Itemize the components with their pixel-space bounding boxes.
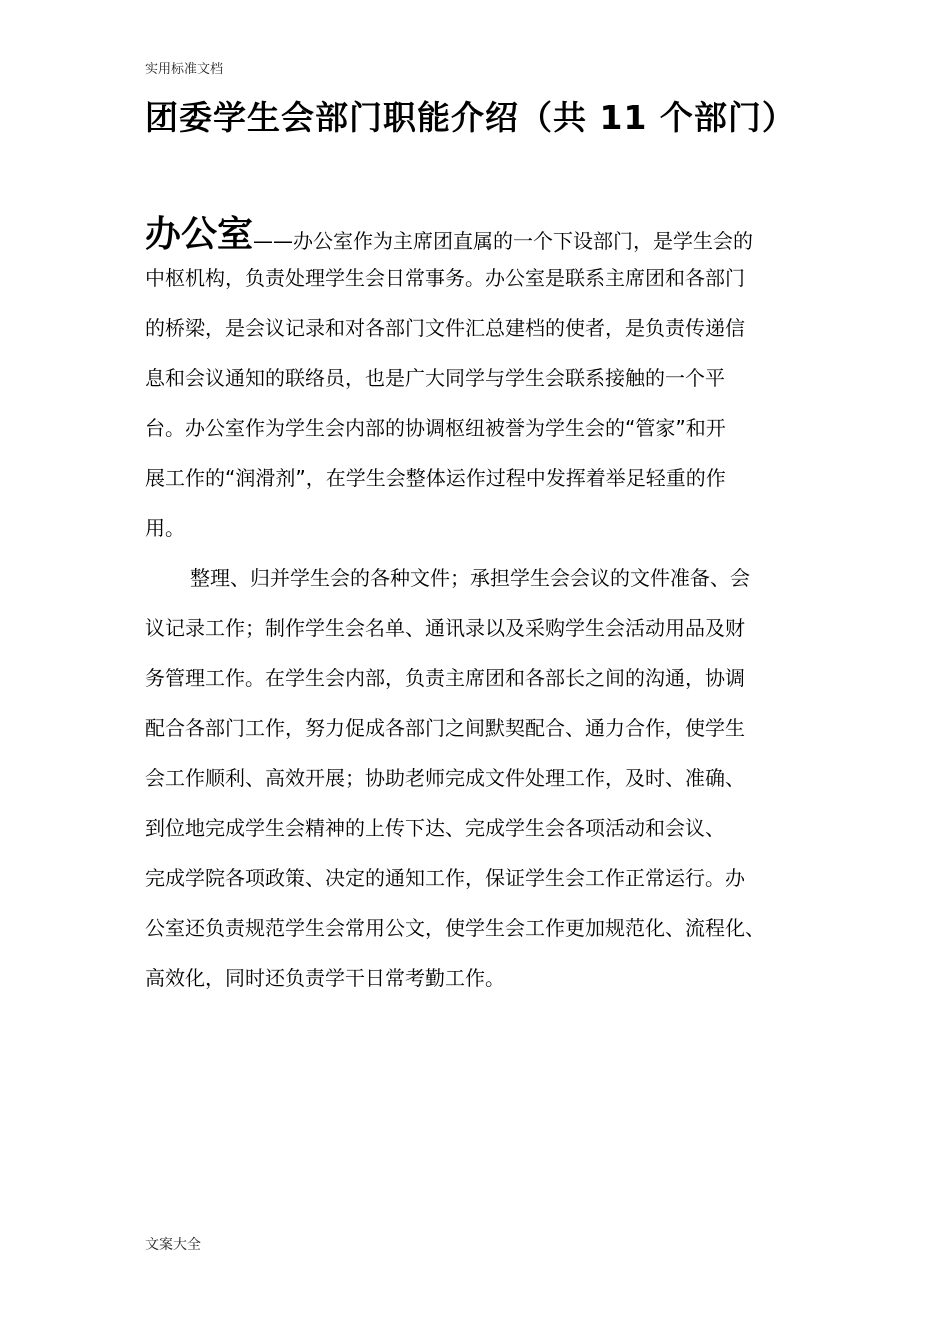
text-line: 务管理工作。在学生会内部，负责主席团和各部长之间的沟通，协调 [145, 666, 745, 690]
document-title: 团委学生会部门职能介绍（共 11 个部门） [145, 98, 796, 137]
section-first-line [145, 195, 825, 253]
office-section [145, 195, 825, 1003]
page-footer: 文案大全 [145, 1237, 201, 1253]
text-line: 公室还负责规范学生会常用公文，使学生会工作更加规范化、流程化、 [145, 916, 765, 940]
text-line: 议记录工作；制作学生会名单、通讯录以及采购学生会活动用品及财 [145, 616, 745, 640]
paragraph-2 [145, 553, 825, 1003]
section-intro-text: ——办公室作为主席团直属的一个下设部门，是学生会的 [253, 229, 754, 253]
text-line: 中枢机构，负责处理学生会日常事务。办公室是联系主席团和各部门 [145, 266, 745, 290]
text-line: 用。 [145, 516, 185, 540]
paragraph-1 [145, 253, 825, 553]
page-header: 实用标准文档 [145, 62, 224, 77]
text-line: 台。办公室作为学生会内部的协调枢纽被誉为学生会的“管家”和开 [145, 416, 726, 440]
text-line: 会工作顺利、高效开展；协助老师完成文件处理工作，及时、准确、 [145, 766, 745, 790]
text-line: 整理、归并学生会的各种文件；承担学生会会议的文件准备、会 [190, 566, 750, 590]
text-line: 高效化，同时还负责学干日常考勤工作。 [145, 966, 505, 990]
section-heading: 办公室 [145, 214, 254, 255]
text-line: 展工作的“润滑剂”，在学生会整体运作过程中发挥着举足轻重的作 [145, 466, 726, 490]
text-line: 息和会议通知的联络员，也是广大同学与学生会联系接触的一个平 [145, 366, 725, 390]
text-line: 到位地完成学生会精神的上传下达、完成学生会各项活动和会议、 [145, 816, 725, 840]
text-line: 的桥梁，是会议记录和对各部门文件汇总建档的使者，是负责传递信 [145, 316, 745, 340]
text-line: 配合各部门工作，努力促成各部门之间默契配合、通力合作，使学生 [145, 716, 745, 740]
text-line: 完成学院各项政策、决定的通知工作，保证学生会工作正常运行。办 [145, 866, 745, 890]
